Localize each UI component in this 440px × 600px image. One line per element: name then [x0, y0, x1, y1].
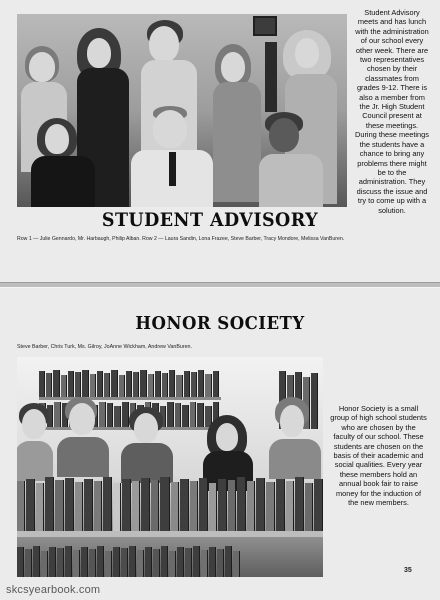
bookshelf-top	[39, 369, 219, 397]
shelf-board	[39, 397, 221, 400]
table-edge	[17, 531, 323, 537]
student-advisory-title: STUDENT ADVISORY	[101, 209, 319, 231]
student-advisory-photo	[17, 14, 347, 207]
watermark: skcsyearbook.com	[6, 584, 101, 596]
honor-society-names: Steve Barber, Chris Turk, Ms. Gilroy, JoAnne Wickham, Andrew VanBuren.	[17, 344, 192, 350]
honor-society-caption: Honor Society is a small group of high school students who are chosen by the faculty of our school. These students are chosen on the basis of their academic and social qualities. Every year these members hold an annual book fair to raise money for the induction of the new members.	[330, 404, 427, 508]
foreground-books	[17, 475, 323, 531]
shelf-edge	[265, 42, 277, 112]
lower-shelf-books	[17, 543, 323, 577]
honor-society-title: HONOR SOCIETY	[135, 313, 305, 334]
student-advisory-names: Row 1 — Julie Gennardo, Mr. Harbaugh, Philip Alban. Row 2 — Laura Sandin, Lona Frazee, Steve Barber, Tracy Mondore, Melissa VanBuren.	[17, 236, 345, 242]
student-advisory-caption: Student Advisory meets and has lunch with the administration of our school every other week. There are two representatives chosen by their classmates from grades 9-12. There is also a member from the Jr. High Student Council present at these meetings. During these meetings the students have a chance to bring any problems there might be to the administration. They discuss the issue and try to come up with a solution.	[355, 8, 429, 215]
page-divider	[0, 282, 440, 288]
page-number: 35	[404, 567, 412, 574]
honor-society-photo	[17, 357, 323, 577]
wall-picture	[253, 16, 277, 36]
